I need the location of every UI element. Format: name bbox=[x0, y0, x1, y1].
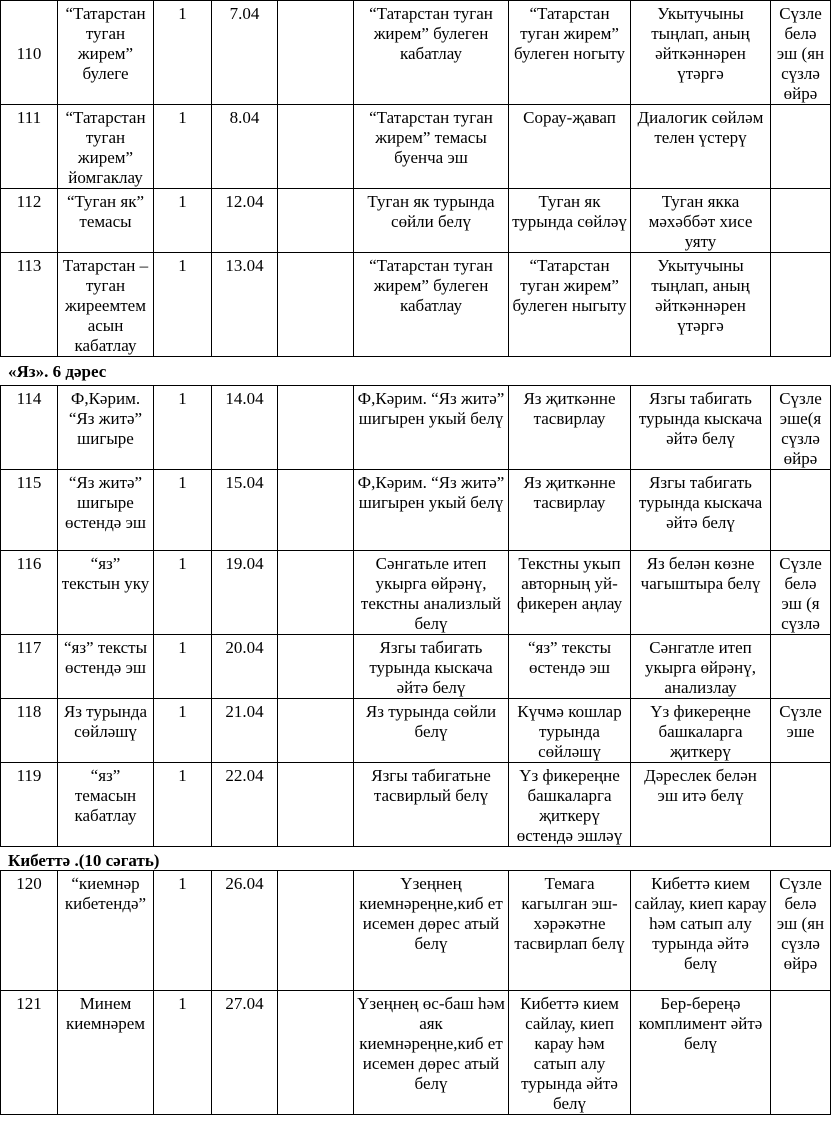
lesson-number: 115 bbox=[1, 470, 58, 551]
personal-skills: Язгы табигать турында кыскача әйтә белү bbox=[631, 386, 771, 470]
subject-skills: Яз җиткәнне тасвирлау bbox=[509, 470, 631, 551]
lesson-number: 113 bbox=[1, 253, 58, 357]
lesson-content: Туган як турында сөйли белү bbox=[354, 189, 509, 253]
lesson-content: Язгы табигать турында кыскача әйтә белү bbox=[354, 635, 509, 699]
personal-skills: Бер-береңә комплимент әйтә белү bbox=[631, 991, 771, 1115]
table-row bbox=[1, 551, 831, 635]
lesson-topic: “Туган як” темасы bbox=[58, 189, 154, 253]
lesson-content: “Татарстан туган жирем” темасы буенча эш bbox=[354, 105, 509, 189]
meta-skills bbox=[771, 635, 831, 699]
meta-skills: Сүзле белә эш (я сүзлә bbox=[771, 551, 831, 635]
lesson-number: 116 bbox=[1, 551, 58, 635]
subject-skills: Сорау-җавап bbox=[509, 105, 631, 189]
meta-skills bbox=[771, 991, 831, 1115]
lesson-content: Язгы табигатьне тасвирлый белү bbox=[354, 763, 509, 847]
lesson-date: 14.04 bbox=[212, 386, 278, 470]
meta-skills: Сүзле эше(я сүзлә өйрә bbox=[771, 386, 831, 470]
lesson-content: Үзеңнең киемнәреңне,киб ет исемен дөрес атый белү bbox=[354, 871, 509, 991]
lesson-content: Сәнгатьле итеп укырга өйрәнү, текстны анализлый белү bbox=[354, 551, 509, 635]
lesson-fact-date bbox=[278, 253, 354, 357]
table-row bbox=[1, 871, 831, 991]
lesson-number: 111 bbox=[1, 105, 58, 189]
table-row bbox=[1, 386, 831, 470]
subject-skills: “яз” тексты өстендә эш bbox=[509, 635, 631, 699]
lesson-hours: 1 bbox=[154, 470, 212, 551]
lesson-fact-date bbox=[278, 635, 354, 699]
lesson-fact-date bbox=[278, 991, 354, 1115]
personal-skills: Яз белән көзне чагыштыра белү bbox=[631, 551, 771, 635]
lesson-topic: “Яз житә” шигыре өстендә эш bbox=[58, 470, 154, 551]
subject-skills: Күчмә кошлар турында сөйләшү bbox=[509, 699, 631, 763]
lesson-content: “Татарстан туган жирем” булеген кабатлау bbox=[354, 253, 509, 357]
personal-skills: Үз фикереңне башкаларга җиткерү bbox=[631, 699, 771, 763]
table-row bbox=[1, 763, 831, 847]
table-row bbox=[1, 1, 831, 105]
lesson-hours: 1 bbox=[154, 635, 212, 699]
lesson-hours: 1 bbox=[154, 871, 212, 991]
lesson-hours: 1 bbox=[154, 763, 212, 847]
personal-skills: Укытучыны тыңлап, аның әйткәннәрен үтәргә bbox=[631, 1, 771, 105]
lesson-content: Үзеңнең өс-баш һәм аяк киемнәреңне,киб ет исемен дөрес атый белү bbox=[354, 991, 509, 1115]
lesson-table-3 bbox=[0, 870, 831, 1115]
meta-skills bbox=[771, 189, 831, 253]
meta-skills bbox=[771, 105, 831, 189]
lesson-topic: “яз” темасын кабатлау bbox=[58, 763, 154, 847]
lesson-table-2 bbox=[0, 385, 831, 847]
lesson-fact-date bbox=[278, 189, 354, 253]
lesson-number: 114 bbox=[1, 386, 58, 470]
lesson-date: 8.04 bbox=[212, 105, 278, 189]
lesson-hours: 1 bbox=[154, 1, 212, 105]
lesson-hours: 1 bbox=[154, 551, 212, 635]
lesson-topic: “яз” тексты өстендә эш bbox=[58, 635, 154, 699]
lesson-number: 118 bbox=[1, 699, 58, 763]
lesson-topic: Ф,Кәрим. “Яз житә” шигыре bbox=[58, 386, 154, 470]
lesson-topic: Татарстан – туган жиреемтем асын кабатлау bbox=[58, 253, 154, 357]
lesson-date: 22.04 bbox=[212, 763, 278, 847]
meta-skills: Сүзле эше bbox=[771, 699, 831, 763]
table-row bbox=[1, 635, 831, 699]
meta-skills: Сүзле белә эш (ян сүзлә өйрә bbox=[771, 1, 831, 105]
lesson-hours: 1 bbox=[154, 105, 212, 189]
lesson-hours: 1 bbox=[154, 253, 212, 357]
lesson-date: 21.04 bbox=[212, 699, 278, 763]
lesson-topic: “яз” текстын уку bbox=[58, 551, 154, 635]
section-title-spring: «Яз». 6 дәрес bbox=[8, 362, 107, 381]
lesson-date: 26.04 bbox=[212, 871, 278, 991]
lesson-topic: “Татарстан туган жирем” йомгаклау bbox=[58, 105, 154, 189]
lesson-topic: Минем киемнәрем bbox=[58, 991, 154, 1115]
lesson-number: 120 bbox=[1, 871, 58, 991]
lesson-date: 13.04 bbox=[212, 253, 278, 357]
meta-skills bbox=[771, 253, 831, 357]
table-row bbox=[1, 253, 831, 357]
personal-skills: Кибеттә кием сайлау, киеп карау һәм сатып алу турында әйтә белү bbox=[631, 871, 771, 991]
lesson-date: 12.04 bbox=[212, 189, 278, 253]
meta-skills bbox=[771, 470, 831, 551]
lesson-number: 121 bbox=[1, 991, 58, 1115]
lesson-date: 7.04 bbox=[212, 1, 278, 105]
lesson-content: “Татарстан туган жирем” булеген кабатлау bbox=[354, 1, 509, 105]
lesson-hours: 1 bbox=[154, 189, 212, 253]
table-row bbox=[1, 991, 831, 1115]
lesson-fact-date bbox=[278, 1, 354, 105]
meta-skills bbox=[771, 763, 831, 847]
personal-skills: Диалогик сөйләм телен үстерү bbox=[631, 105, 771, 189]
lesson-table-1 bbox=[0, 0, 831, 357]
subject-skills: Яз җиткәнне тасвирлау bbox=[509, 386, 631, 470]
lesson-content: Яз турында сөйли белү bbox=[354, 699, 509, 763]
lesson-date: 15.04 bbox=[212, 470, 278, 551]
subject-skills: Туган як турында сөйләү bbox=[509, 189, 631, 253]
lesson-number: 110 bbox=[1, 1, 58, 105]
subject-skills: “Татарстан туган жирем” булеген ныгыту bbox=[509, 253, 631, 357]
lesson-date: 20.04 bbox=[212, 635, 278, 699]
subject-skills: Темага кагылган эш-хәрәкәтне тасвирлап белү bbox=[509, 871, 631, 991]
section-title-shop: Кибеттә .(10 сәгать) bbox=[8, 851, 160, 870]
lesson-number: 112 bbox=[1, 189, 58, 253]
lesson-hours: 1 bbox=[154, 991, 212, 1115]
lesson-fact-date bbox=[278, 470, 354, 551]
lesson-number: 119 bbox=[1, 763, 58, 847]
lesson-date: 19.04 bbox=[212, 551, 278, 635]
lesson-topic: “Татарстан туган жирем” булеге bbox=[58, 1, 154, 105]
subject-skills: Текстны укып авторның уй-фикерен аңлау bbox=[509, 551, 631, 635]
personal-skills: Дәреслек белән эш итә белү bbox=[631, 763, 771, 847]
lesson-fact-date bbox=[278, 551, 354, 635]
table-row bbox=[1, 105, 831, 189]
lesson-fact-date bbox=[278, 699, 354, 763]
subject-skills: Үз фикереңне башкаларга җиткерү өстендә эшләү bbox=[509, 763, 631, 847]
lesson-fact-date bbox=[278, 105, 354, 189]
lesson-hours: 1 bbox=[154, 386, 212, 470]
lesson-fact-date bbox=[278, 871, 354, 991]
lesson-content: Ф,Кәрим. “Яз житә” шигырен укый белү bbox=[354, 470, 509, 551]
personal-skills: Укытучыны тыңлап, аның әйткәннәрен үтәргә bbox=[631, 253, 771, 357]
subject-skills: Кибеттә кием сайлау, киеп карау һәм сатып алу турында әйтә белү bbox=[509, 991, 631, 1115]
meta-skills: Сүзле белә эш (ян сүзлә өйрә bbox=[771, 871, 831, 991]
lesson-fact-date bbox=[278, 763, 354, 847]
personal-skills: Язгы табигать турында кыскача әйтә белү bbox=[631, 470, 771, 551]
lesson-date: 27.04 bbox=[212, 991, 278, 1115]
personal-skills: Туган якка мәхәббәт хисе уяту bbox=[631, 189, 771, 253]
lesson-content: Ф,Кәрим. “Яз житә” шигырен укый белү bbox=[354, 386, 509, 470]
lesson-hours: 1 bbox=[154, 699, 212, 763]
lesson-topic: “киемнәр кибетендә” bbox=[58, 871, 154, 991]
lesson-number: 117 bbox=[1, 635, 58, 699]
lesson-topic: Яз турында сөйләшү bbox=[58, 699, 154, 763]
table-row bbox=[1, 189, 831, 253]
lesson-fact-date bbox=[278, 386, 354, 470]
table-row bbox=[1, 470, 831, 551]
subject-skills: “Татарстан туган жирем” булеген ногыту bbox=[509, 1, 631, 105]
personal-skills: Сәнгатле итеп укырга өйрәнү, анализлау bbox=[631, 635, 771, 699]
table-row bbox=[1, 699, 831, 763]
